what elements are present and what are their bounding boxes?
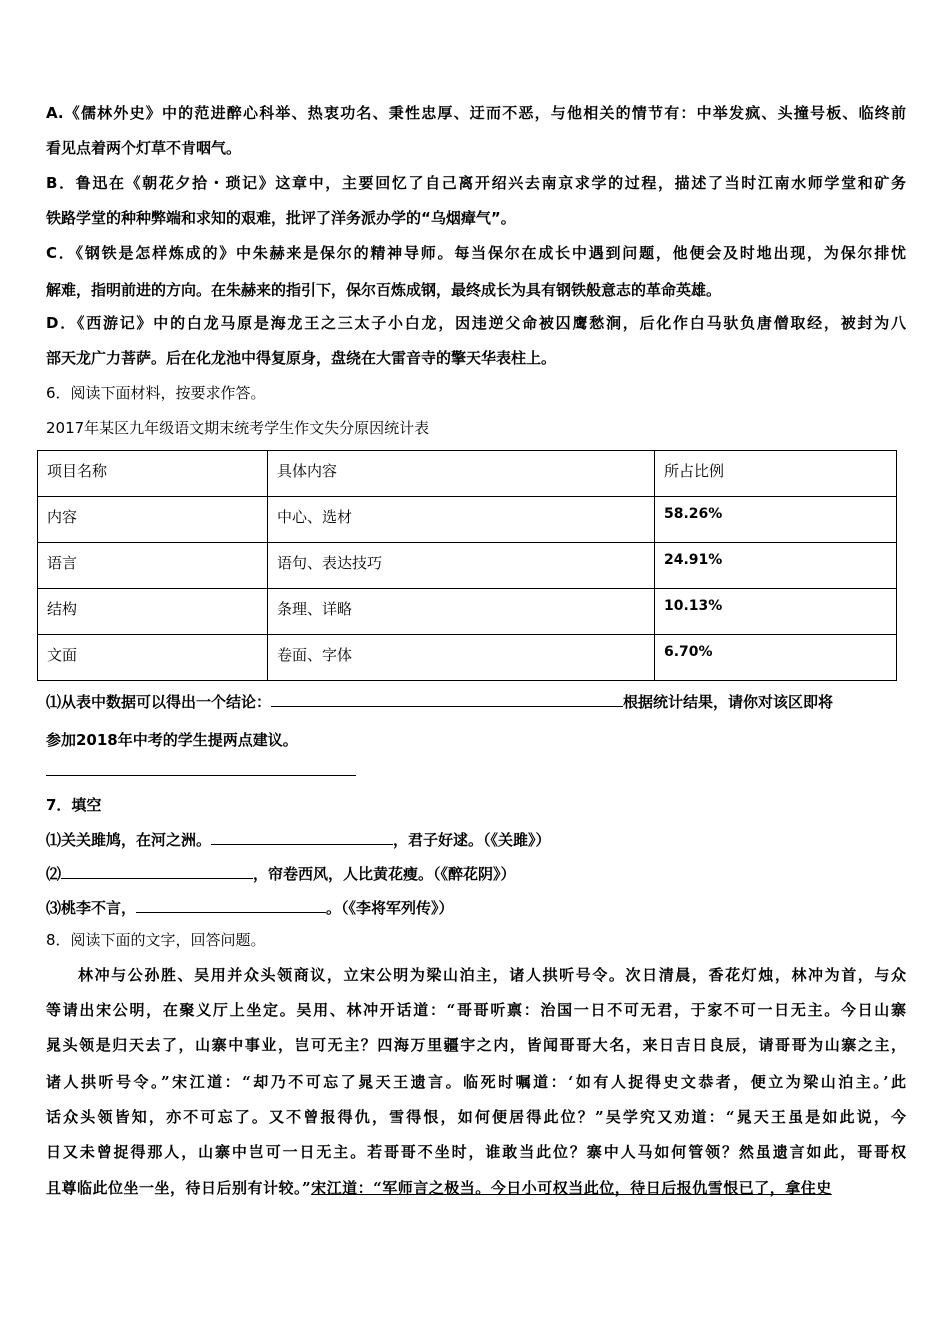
table-row	[38, 589, 897, 635]
question-8-heading: 8．阅读下面的文字，回答问题。	[46, 931, 266, 949]
option-c-line2: 解难，指明前进的方向。在朱赫来的指引下，保尔百炼成钢，最终成长为具有钢铁般意志的革命英雄。	[46, 281, 722, 299]
q7-text: ，君子好逑。（《关雎》）	[393, 831, 551, 849]
passage-line: 林冲与公孙胜、吴用并众头领商议，立宋公明为梁山泊主，诸人拱听号令。次日清晨，香花灯烛，林冲为首，与众	[78, 966, 906, 984]
passage-line: 等请出宋公明，在聚义厅上坐定。吴用、林冲开话道：“哥哥听禀：治国一日不可无君，于家不可一日无主。今日山寨	[46, 1001, 906, 1019]
q7-item2	[46, 862, 906, 884]
cell-ratio: 58.26%	[655, 497, 897, 543]
option-d-line1: D．《西游记》中的白龙马原是海龙王之三太子小白龙，因违逆父命被囚鹰愁涧，后化作白马驮负唐僧取经，被封为八	[46, 314, 906, 332]
cell-ratio: 10.13%	[655, 589, 897, 635]
table-header-row	[38, 451, 897, 497]
q7-text: ⑶桃李不言，	[46, 899, 137, 917]
passage-line: 诸人拱听号令。”宋江道：“却乃不可忘了晁天王遗言。临死时嘱道：‘如有人捉得史文恭者，便立为梁山泊主。’此	[46, 1073, 906, 1091]
passage-line: 日又未曾捉得那人，山寨中岂可一日无主。若哥哥不坐时，谁敢当此位？寨中人马如何管领？然虽遗言如此，哥哥权	[46, 1143, 906, 1161]
question-7-heading: 7．填空	[46, 796, 102, 814]
answer-blank[interactable]	[136, 896, 326, 913]
table-row	[38, 635, 897, 681]
passage-line: 晁头领是归天去了，山寨中事业，岂可无主？四海万里疆宇之内，皆闻哥哥大名，来日吉日良辰，请哥哥为山寨之主，	[46, 1036, 906, 1054]
q6-sub1-line2: 参加2018年中考的学生提两点建议。	[46, 731, 298, 749]
header-cell: 具体内容	[268, 451, 655, 497]
q7-text: ⑴关关雎鸠，在河之洲。	[46, 831, 212, 849]
q6-sub1-prompt: ⑴从表中数据可以得出一个结论：	[46, 693, 272, 711]
table-row	[38, 543, 897, 589]
underlined-sentence: 宋江道：“军师言之极当。今日小可权当此位，待日后报仇雪恨已了，拿住史	[311, 1179, 832, 1197]
cell-item: 内容	[38, 497, 268, 543]
answer-blank[interactable]	[271, 690, 623, 707]
answer-blank[interactable]	[211, 828, 393, 845]
option-a-line2: 看见点着两个灯草不肯咽气。	[46, 139, 242, 157]
cell-ratio: 24.91%	[655, 543, 897, 589]
q7-item3	[46, 896, 906, 918]
passage-line	[46, 1178, 906, 1198]
cell-ratio: 6.70%	[655, 635, 897, 681]
cell-item: 语言	[38, 543, 268, 589]
cell-content: 卷面、字体	[268, 635, 655, 681]
cell-item: 文面	[38, 635, 268, 681]
header-cell: 所占比例	[655, 451, 897, 497]
cell-content: 条理、详略	[268, 589, 655, 635]
answer-blank-line[interactable]	[46, 775, 356, 776]
cell-content: 中心、选材	[268, 497, 655, 543]
q6-sub1-continue: 根据统计结果，请你对该区即将	[623, 693, 834, 711]
q7-text: ，帘卷西风，人比黄花瘦。（《醉花阴》）	[253, 865, 516, 883]
answer-blank[interactable]	[61, 862, 253, 879]
table-row	[38, 497, 897, 543]
table-title: 2017年某区九年级语文期末统考学生作文失分原因统计表	[46, 419, 430, 437]
q7-text: ⑵	[46, 865, 62, 883]
option-b-line2: 铁路学堂的种种弊端和求知的艰难，批评了洋务派办学的“乌烟瘴气”。	[46, 209, 516, 227]
q7-text: 。（《李将军列传》）	[326, 899, 454, 917]
option-b-line1: B．鲁迅在《朝花夕拾・琐记》这章中，主要回忆了自己离开绍兴去南京求学的过程，描述了当时江南水师学堂和矿务	[46, 174, 906, 192]
option-d-line2: 部天龙广力菩萨。后在化龙池中得复原身，盘绕在大雷音寺的擎天华表柱上。	[46, 349, 557, 367]
cell-item: 结构	[38, 589, 268, 635]
header-cell: 项目名称	[38, 451, 268, 497]
passage-line: 话众头领皆知，亦不可忘了。又不曾报得仇，雪得恨，如何便居得此位？”吴学究又劝道：“晁天王虽是如此说，今	[46, 1108, 906, 1126]
passage-text: 且尊临此位坐一坐，待日后别有计较。”	[46, 1179, 312, 1197]
cell-content: 语句、表达技巧	[268, 543, 655, 589]
option-c-line1: C．《钢铁是怎样炼成的》中朱赫来是保尔的精神导师。每当保尔在成长中遇到问题，他便会及时地出现，为保尔排忧	[46, 244, 906, 262]
q6-sub1	[46, 690, 906, 712]
q7-item1	[46, 828, 906, 850]
question-6-heading: 6．阅读下面材料，按要求作答。	[46, 384, 266, 402]
statistics-table	[37, 450, 897, 681]
option-a-line1: A.《儒林外史》中的范进醉心科举、热衷功名、秉性忠厚、迂而不恶，与他相关的情节有：中举发疯、头撞号板、临终前	[46, 104, 906, 122]
